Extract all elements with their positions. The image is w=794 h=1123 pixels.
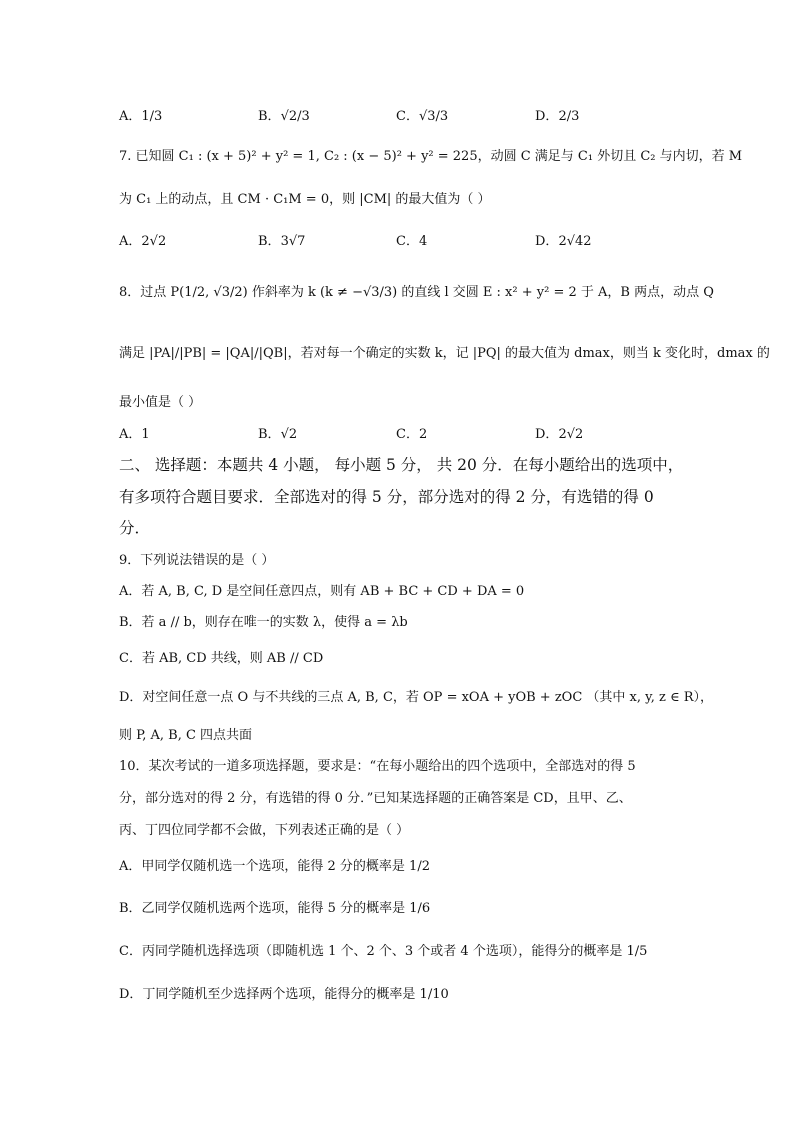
q6-option-c: C．√3/3 <box>396 109 449 124</box>
q6-option-a: A．1/3 <box>119 109 163 124</box>
q9-option-b: B．若 a // b，则存在唯一的实数 λ，使得 a = λb <box>119 615 408 630</box>
q7-option-c: C．4 <box>396 234 428 249</box>
q8-stem-line2: 满足 |PA|/|PB| = |QA|/|QB|，若对每一个确定的实数 k，记 |PQ| 的最大值为 dmax，则当 k 变化时，dmax 的 <box>119 346 770 361</box>
q8-stem-line3: 最小值是（ ） <box>119 395 202 410</box>
q8-option-d: D．2√2 <box>535 427 584 442</box>
q9-option-d-line2: 则 P, A, B, C 四点共面 <box>119 728 253 743</box>
q10-stem-line2: 分，部分选对的得 2 分，有选错的得 0 分．”已知某选择题的正确答案是 CD，且甲、乙、 <box>119 791 632 806</box>
q7-option-b: B．3√7 <box>258 234 306 249</box>
section2-heading-line3: 分． <box>119 519 151 537</box>
q8-option-c: C．2 <box>396 427 428 442</box>
q8-option-b: B．√2 <box>258 427 298 442</box>
q7-stem-line2: 为 C₁ 上的动点，且 CM · C₁M = 0，则 |CM| 的最大值为（ ） <box>119 192 491 207</box>
q9-stem: 9．下列说法错误的是（ ） <box>119 553 275 568</box>
q7-stem-line1: 7. 已知圆 C₁ : (x + 5)² + y² = 1, C₂ : (x − 5)² + y² = 225，动圆 C 满足与 C₁ 外切且 C₂ 与内切，若 M <box>119 149 743 164</box>
section2-heading-line1: 二、 选择题：本题共 4 小题， 每小题 5 分， 共 20 分．在每小题给出的选项中， <box>119 456 684 474</box>
q6-option-b: B．√2/3 <box>258 109 310 124</box>
q7-option-a: A．2√2 <box>119 234 167 249</box>
q9-option-d-line1: D．对空间任意一点 O 与不共线的三点 A, B, C，若 OP = xOA + yOB + zOC （其中 x, y, z ∈ R）， <box>119 690 714 705</box>
q8-option-a: A．1 <box>119 427 150 442</box>
q8-stem-line1: 8．过点 P(1/2, √3/2) 作斜率为 k (k ≠ −√3/3) 的直线 l 交圆 E : x² + y² = 2 于 A，B 两点，动点 Q <box>119 285 714 300</box>
q10-stem-line3: 丙、丁四位同学都不会做，下列表述正确的是（ ） <box>119 823 410 838</box>
q10-option-b: B．乙同学仅随机选两个选项，能得 5 分的概率是 1/6 <box>119 901 431 916</box>
q10-option-a: A．甲同学仅随机选一个选项，能得 2 分的概率是 1/2 <box>119 859 430 874</box>
q10-stem-line1: 10．某次考试的一道多项选择题，要求是：“在每小题给出的四个选项中，全部选对的得 5 <box>119 759 636 774</box>
q9-option-a: A．若 A, B, C, D 是空间任意四点，则有 AB + BC + CD + DA = 0 <box>119 584 525 599</box>
q6-option-d: D．2/3 <box>535 109 580 124</box>
q10-option-d: D．丁同学随机至少选择两个选项，能得分的概率是 1/10 <box>119 987 449 1002</box>
q9-option-c: C．若 AB, CD 共线，则 AB // CD <box>119 651 324 666</box>
q10-option-c: C．丙同学随机选择选项（即随机选 1 个、2 个、3 个或者 4 个选项），能得分的概率是 1/5 <box>119 944 648 959</box>
q7-option-d: D．2√42 <box>535 234 592 249</box>
section2-heading-line2: 有多项符合题目要求．全部选对的得 5 分，部分选对的得 2 分，有选错的得 0 <box>119 488 654 506</box>
